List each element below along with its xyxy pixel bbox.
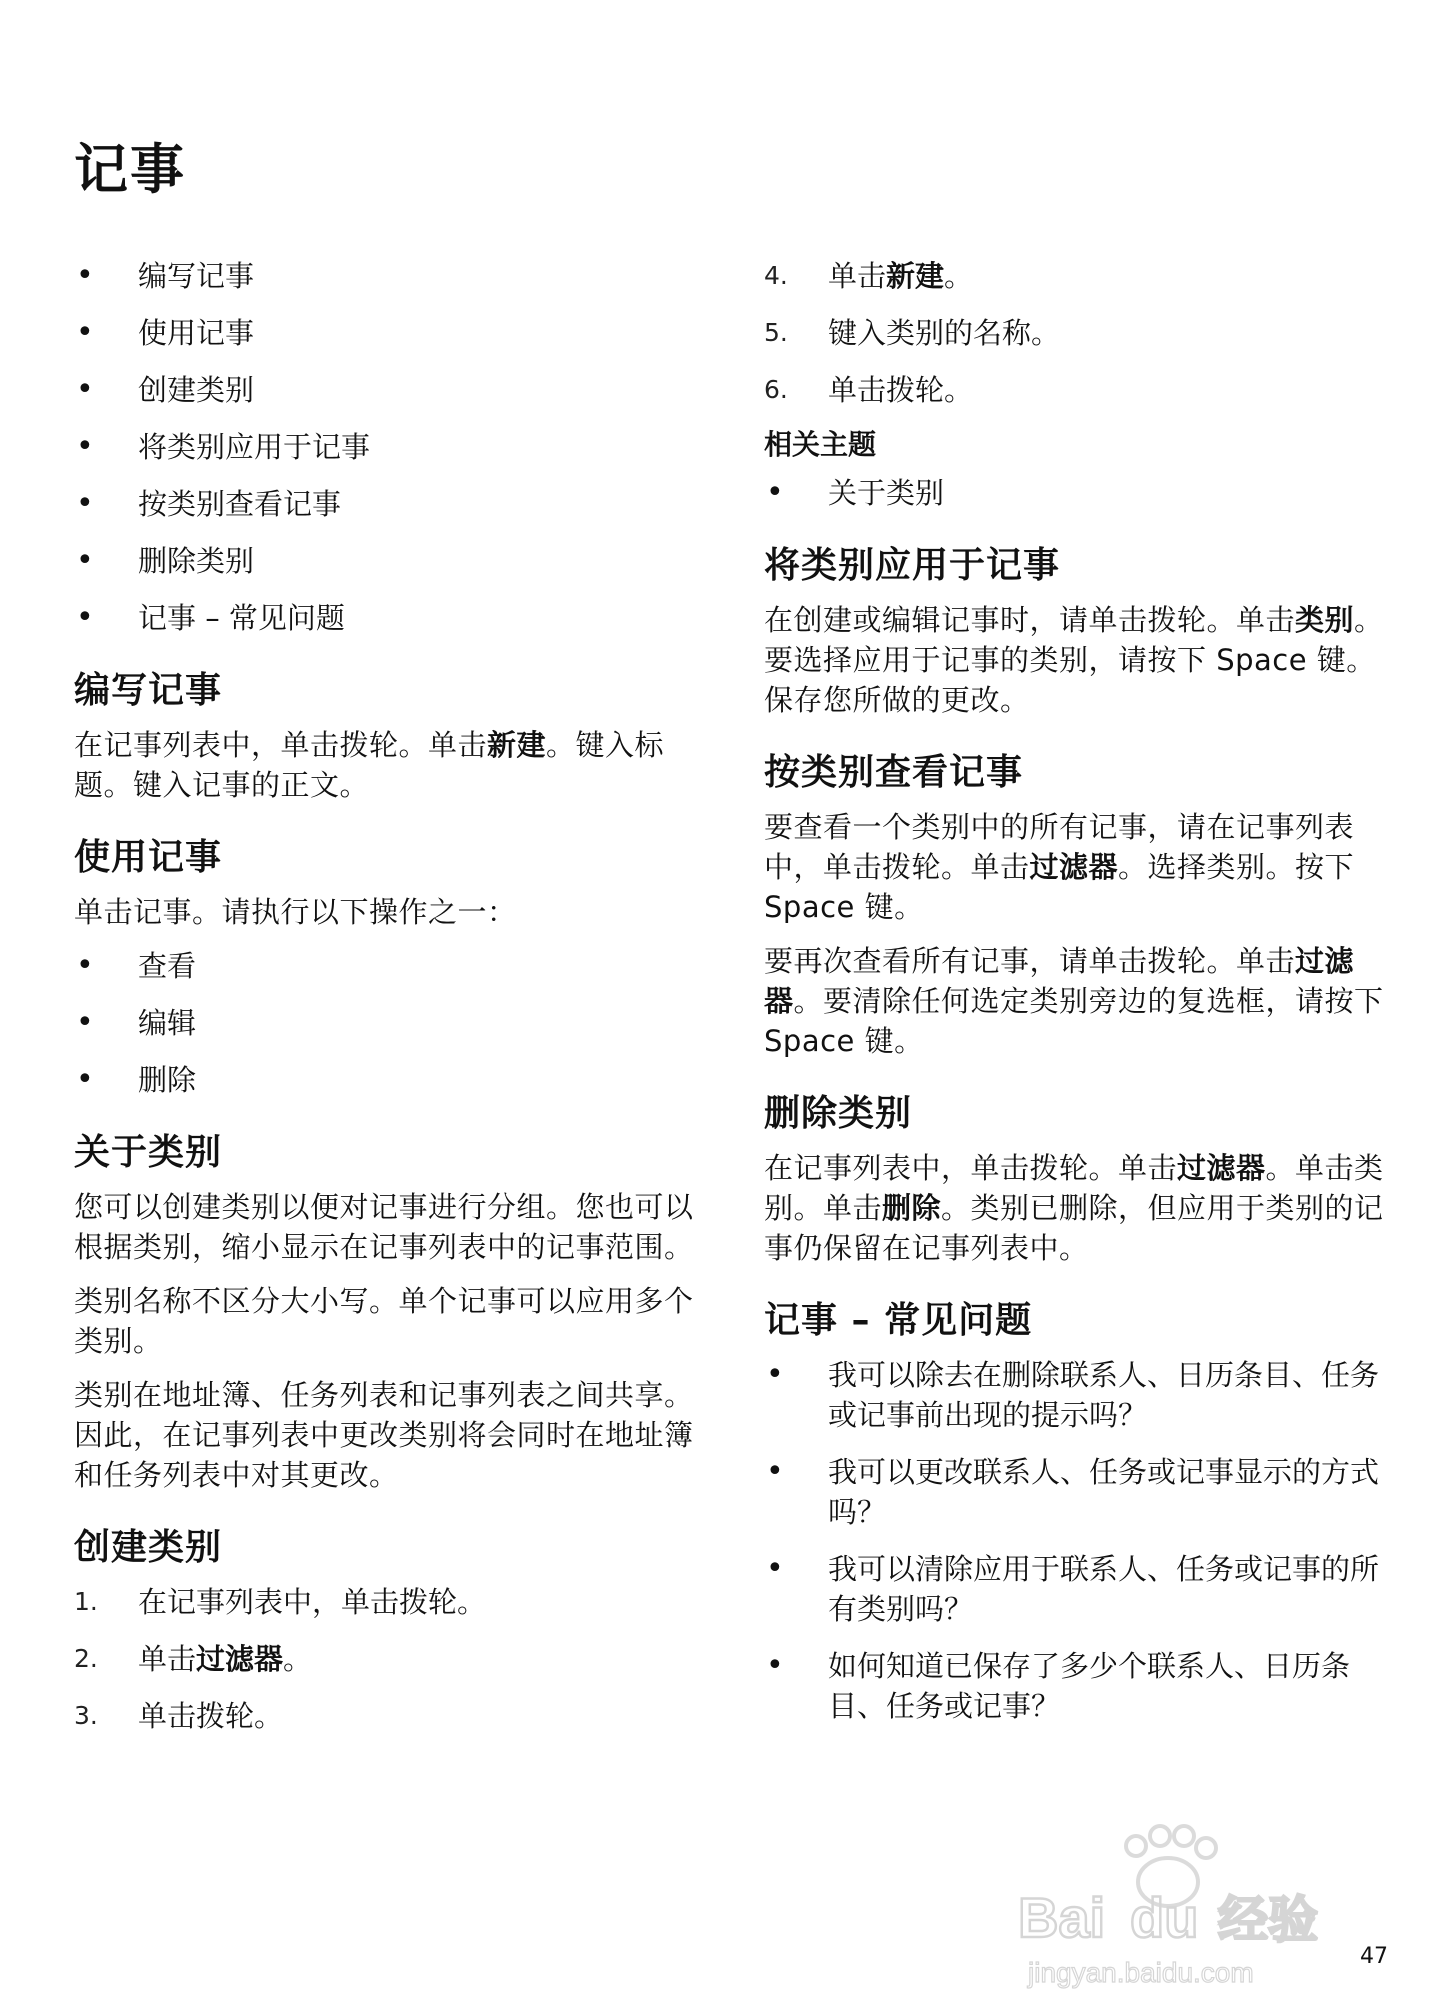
create-steps-list — [74, 1582, 694, 1736]
view-paragraph-2: 要再次查看所有记事，请单击拨轮。单击过滤器。要清除任何选定类别旁边的复选框，请按下 Space 键。 — [764, 944, 1384, 1059]
create-step: 2. 单击过滤器。 — [74, 1642, 313, 1676]
create-step: 5. 键入类别的名称。 — [764, 316, 1061, 350]
use-option-delete: • 删除 — [74, 1060, 694, 1100]
use-paragraph: 单击记事。请执行以下操作之一： — [74, 895, 517, 929]
baidu-watermark — [1008, 1822, 1368, 1992]
section-about — [74, 1130, 694, 1495]
faq-item[interactable]: • 如何知道已保存了多少个联系人、日历条目、任务或记事？ — [764, 1646, 1384, 1726]
use-options-list — [74, 946, 694, 1100]
toc-item-use[interactable]: • 使用记事 — [74, 313, 694, 353]
section-heading-view: 按类别查看记事 — [764, 752, 1024, 794]
toc-list — [74, 256, 694, 638]
faq-item[interactable]: • 我可以更改联系人、任务或记事显示的方式吗？ — [764, 1452, 1384, 1532]
toc-item-faq[interactable]: • 记事 – 常见问题 — [74, 598, 694, 638]
faq-list — [764, 1355, 1384, 1726]
faq-item[interactable]: • 我可以清除应用于联系人、任务或记事的所有类别吗？ — [764, 1549, 1384, 1629]
create-step: 6. 单击拨轮。 — [764, 373, 974, 407]
toc-item-view[interactable]: • 按类别查看记事 — [74, 484, 694, 524]
section-use — [74, 835, 694, 1100]
section-write — [74, 668, 694, 805]
page-title: 记事 — [74, 138, 186, 201]
left-column — [74, 256, 694, 1753]
about-paragraph-3: 类别在地址簿、任务列表和记事列表之间共享。因此，在记事列表中更改类别将会同时在地址簿和任务列表中对其更改。 — [74, 1378, 694, 1492]
delete-paragraph: 在记事列表中，单击拨轮。单击过滤器。单击类别。单击删除。类别已删除，但应用于类别的记事仍保留在记事列表中。 — [764, 1151, 1384, 1266]
section-view — [764, 750, 1384, 1061]
toc-item-create[interactable]: • 创建类别 — [74, 370, 694, 410]
create-step: 4. 单击新建。 — [764, 259, 974, 293]
related-topic-link[interactable]: • 关于类别 — [764, 473, 1384, 513]
write-paragraph: 在记事列表中，单击拨轮。单击新建。键入标题。键入记事的正文。 — [74, 728, 665, 802]
section-heading-write: 编写记事 — [74, 670, 223, 711]
apply-paragraph: 在创建或编辑记事时，请单击拨轮。单击类别。要选择应用于记事的类别，请按下 Space 键。保存您所做的更改。 — [764, 603, 1384, 718]
create-steps-continued — [764, 256, 1384, 410]
section-heading-faq: 记事 – 常见问题 — [764, 1300, 1033, 1342]
section-heading-use: 使用记事 — [74, 837, 223, 878]
right-column — [764, 256, 1384, 1743]
create-step: 3. 单击拨轮。 — [74, 1699, 284, 1733]
section-heading-about: 关于类别 — [74, 1132, 223, 1173]
section-heading-create: 创建类别 — [74, 1527, 223, 1568]
use-option-view: • 查看 — [74, 946, 694, 986]
about-paragraph-2: 类别名称不区分大小写。单个记事可以应用多个类别。 — [74, 1284, 694, 1358]
section-heading-delete: 删除类别 — [764, 1093, 913, 1135]
watermark-brand: Bai — [1018, 1886, 1106, 1949]
toc-item-apply[interactable]: • 将类别应用于记事 — [74, 427, 694, 467]
faq-item[interactable]: • 我可以除去在删除联系人、日历条目、任务或记事前出现的提示吗？ — [764, 1355, 1384, 1435]
page-number: 47 — [1360, 1944, 1388, 1969]
related-topics-heading: 相关主题 — [764, 428, 877, 461]
about-paragraph-1: 您可以创建类别以便对记事进行分组。您也可以根据类别，缩小显示在记事列表中的记事范围。 — [74, 1190, 694, 1264]
section-heading-apply: 将类别应用于记事 — [764, 545, 1061, 587]
related-topics-list — [764, 473, 1384, 513]
watermark-url: jingyan.baidu.com — [1028, 1957, 1254, 1988]
section-faq — [764, 1298, 1384, 1726]
watermark-brand-du: du — [1130, 1886, 1199, 1949]
use-option-edit: • 编辑 — [74, 1003, 694, 1043]
toc-item-write[interactable]: • 编写记事 — [74, 256, 694, 296]
toc-item-delete[interactable]: • 删除类别 — [74, 541, 694, 581]
section-delete — [764, 1091, 1384, 1268]
view-paragraph-1: 要查看一个类别中的所有记事，请在记事列表中，单击拨轮。单击过滤器。选择类别。按下 Space 键。 — [764, 810, 1355, 925]
create-step: 1. 在记事列表中，单击拨轮。 — [74, 1585, 487, 1619]
section-apply — [764, 543, 1384, 720]
watermark-brand-cn: 经验 — [1218, 1891, 1318, 1949]
section-create — [74, 1525, 694, 1736]
